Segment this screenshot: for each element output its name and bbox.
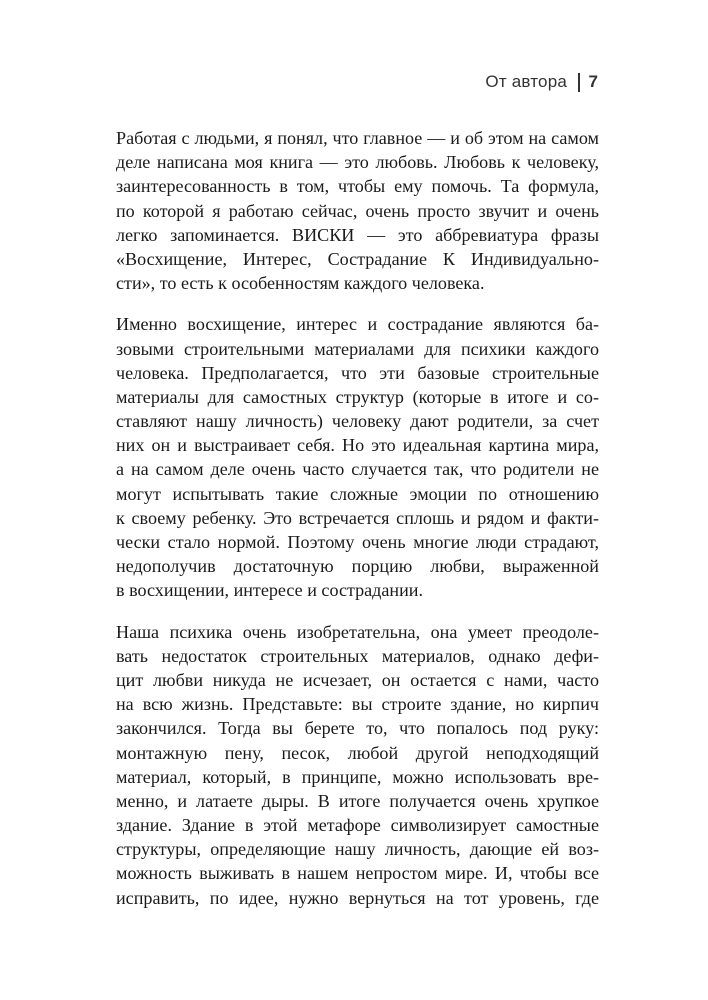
text-line-content: можность выживать в нашем непростом мире. И, чтобы все [116, 863, 599, 884]
text-line [116, 199, 599, 223]
text-line [116, 271, 599, 295]
text-line-content: чески стало нормой. Поэтому очень многие люди страдают, [116, 532, 599, 552]
text-line-content: материалы для самостных структур (которые в итоге и со- [116, 386, 599, 407]
text-line [116, 644, 599, 668]
paragraph [116, 312, 599, 602]
section-title: От автора [485, 72, 568, 91]
text-line [116, 716, 599, 740]
text-line-content: структуры, определяющие нашу личность, дающие ей воз- [116, 839, 599, 860]
text-line [116, 861, 599, 885]
text-line [116, 506, 599, 530]
text-line [116, 457, 599, 481]
text-line [116, 620, 599, 644]
text-line [116, 361, 599, 385]
text-line-content: деле написана моя книга — это любовь. Любовь к человеку, [116, 152, 599, 173]
text-line [116, 223, 599, 247]
text-line [116, 741, 599, 765]
text-line-content: Работая с людьми, я понял, что главное — и об этом на самом [116, 128, 599, 148]
text-line-content: к своему ребенку. Это встречается сплошь и рядом и факти- [116, 507, 599, 528]
text-line-content: цит любви никуда не исчезает, он остается с нами, часто [116, 669, 599, 690]
text-line [116, 337, 599, 361]
page-number: 7 [588, 72, 598, 91]
text-line [116, 409, 599, 433]
text-line-content: заинтересованность в том, чтобы ему помочь. Та формула, [116, 176, 599, 197]
text-line [116, 174, 599, 198]
paragraph [116, 620, 599, 910]
text-line [116, 578, 599, 602]
text-line [116, 312, 599, 336]
text-line [116, 668, 599, 692]
text-line-content: здание. Здание в этой метафоре символизирует самостные [116, 815, 599, 836]
text-line [116, 433, 599, 457]
text-line [116, 482, 599, 506]
running-header [485, 72, 598, 92]
text-line-content: менно, и латаете дыры. В итоге получается очень хрупкое [116, 790, 599, 811]
text-line-content: а на самом деле очень часто случается так, что родители не [116, 459, 599, 480]
text-line-content: по которой я работаю сейчас, очень просто звучит и очень [116, 200, 599, 221]
text-line [116, 530, 599, 554]
text-line-content: легко запоминается. ВИСКИ — это аббревиатура фразы [116, 224, 599, 245]
text-line [116, 813, 599, 837]
text-line-content: закончился. Тогда вы берете то, что попалось под руку: [116, 718, 599, 739]
body-text [116, 126, 599, 927]
text-line [116, 789, 599, 813]
text-line-content: вать недостаток строительных материалов, однако дефи- [116, 645, 599, 666]
text-line-content: исправить, по идее, нужно вернуться на тот уровень, где [116, 887, 599, 908]
text-line-content: зовыми строительными материалами для психики каждого [116, 338, 599, 359]
text-line-content: Наша психика очень изобретательна, она умеет преодоле- [116, 621, 599, 642]
text-line-content: Именно восхищение, интерес и сострадание являются ба- [116, 314, 599, 335]
text-line [116, 150, 599, 174]
text-line-content: «Восхищение, Интерес, Сострадание К Индивидуально- [116, 248, 599, 269]
text-line [116, 554, 599, 578]
text-line [116, 126, 599, 150]
text-line-content: них он и выстраивает себя. Но это идеальная картина мира, [116, 435, 599, 456]
text-line-content: монтажную пену, песок, любой другой неподходящий [116, 742, 599, 763]
text-line [116, 765, 599, 789]
text-line-content: недополучив достаточную порцию любви, выраженной [116, 556, 599, 577]
text-line [116, 385, 599, 409]
text-line-content: ставляют нашу личность) человеку дают родители, за счет [116, 411, 599, 432]
text-line-content: на всю жизнь. Представьте: вы строите здание, но кирпич [116, 694, 599, 715]
text-line [116, 692, 599, 716]
text-line-content: в восхищении, интересе и сострадании. [116, 580, 423, 601]
text-line-content: материал, который, в принципе, можно использовать вре- [116, 766, 599, 787]
header-separator [578, 73, 580, 92]
text-line-content: сти», то есть к особенностям каждого человека. [116, 273, 485, 294]
paragraph [116, 126, 599, 295]
text-line [116, 886, 599, 910]
text-line [116, 837, 599, 861]
text-line [116, 247, 599, 271]
text-line-content: человека. Предполагается, что эти базовые строительные [116, 362, 599, 383]
text-line-content: могут испытывать такие сложные эмоции по отношению [116, 483, 599, 504]
